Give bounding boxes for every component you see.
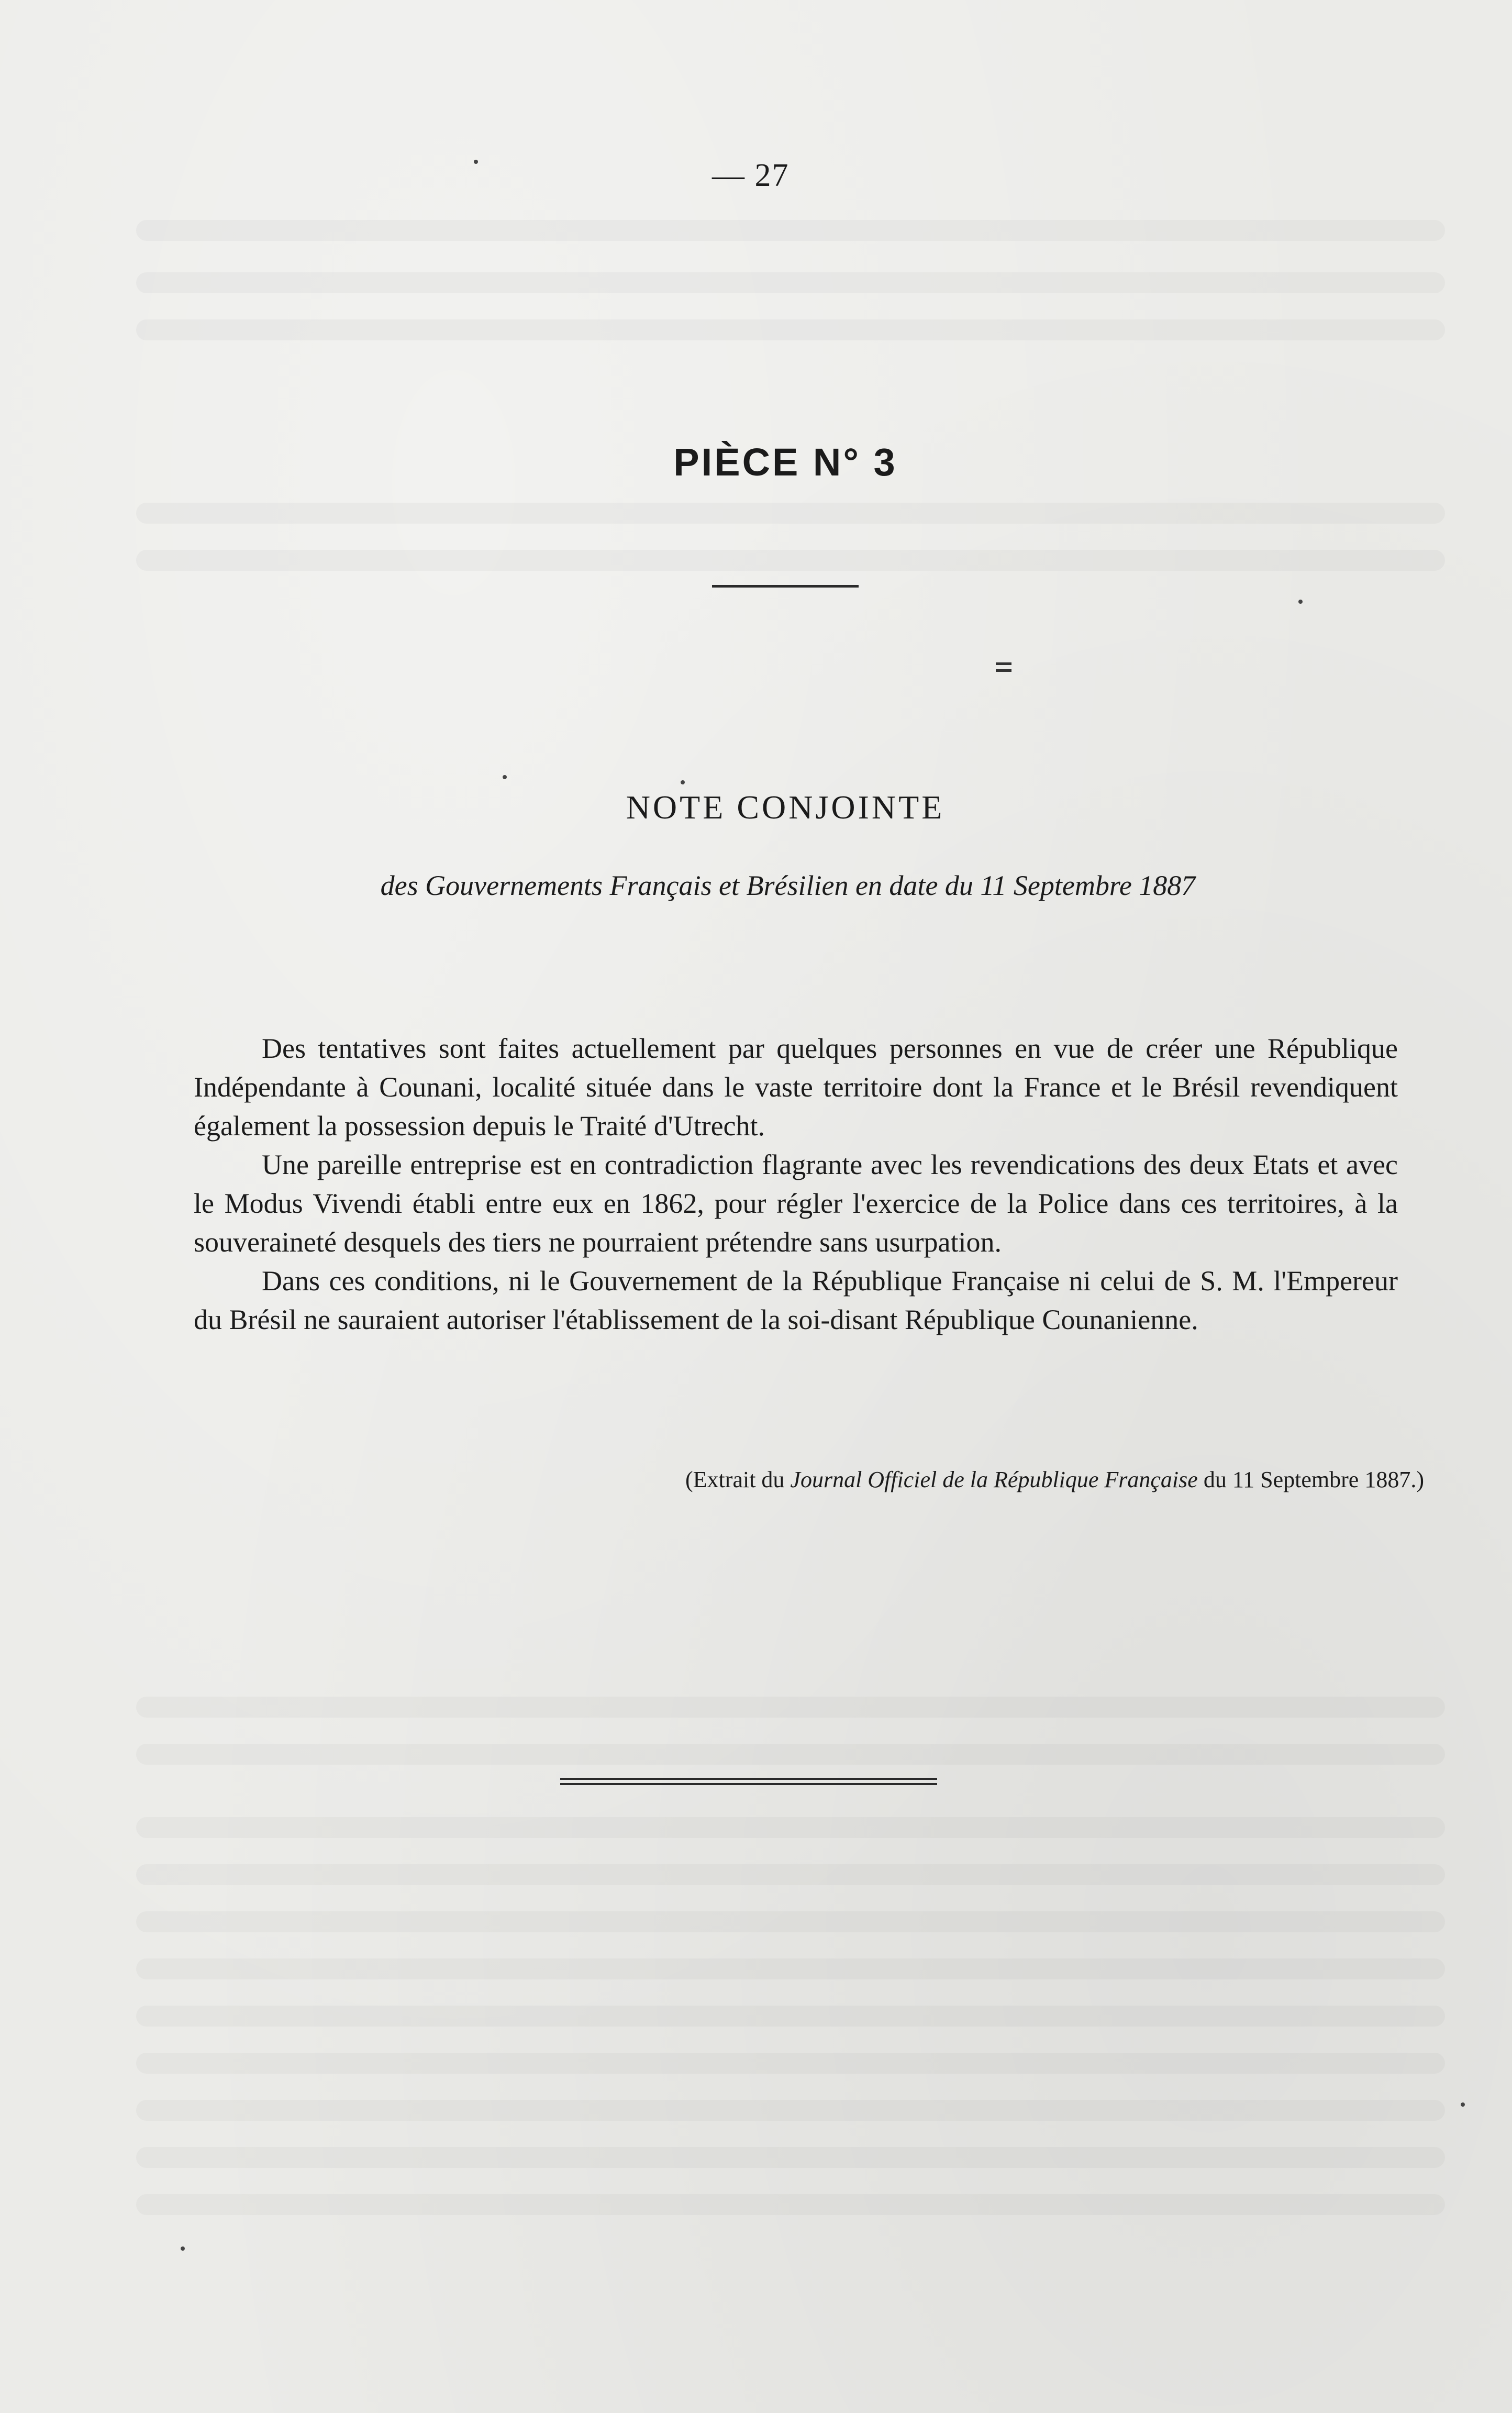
page-number: — 27 [712,158,790,193]
ornament-mark [996,662,1011,684]
bleed-through-band [136,2053,1445,2074]
paragraph: Des tentatives sont faites actuellement par quelques personnes en vue de créer une République Indépendante à Counani, localité située dans le vaste territoire dont la France et le Brésil revendiquent également la possession depuis le Traité d'Utrecht. [194,1033,1398,1142]
bleed-through-band [136,319,1445,340]
bleed-through-band [136,2194,1445,2215]
piece-title: PIÈCE N° 3 [673,440,897,484]
source-prefix: (Extrait du [685,1467,785,1492]
note-title: NOTE CONJOINTE [626,789,945,826]
source-journal: Journal Officiel de la République Française [790,1467,1198,1492]
closing-double-rule [560,1778,937,1785]
print-speck [1461,2102,1465,2107]
paragraph: Une pareille entreprise est en contradiction flagrante avec les revendications des deux Etats et avec le Modus Vivendi établi entre eux en 1862, pour régler l'exercice de la Police dans ces territoires, à la souveraineté desquels des tiers ne pourraient prétendre sans usurpation. [194,1149,1398,1258]
bleed-through-band [136,1958,1445,1979]
print-speck [474,160,478,164]
print-speck [503,775,507,779]
source-citation [387,1466,1424,1493]
bleed-through-band [136,1697,1445,1718]
bleed-through-band [136,1817,1445,1838]
bleed-through-band [136,1864,1445,1885]
print-speck [1298,600,1303,604]
bleed-through-band [136,503,1445,524]
note-body [194,1029,1398,1339]
note-subtitle: des Gouvernements Français et Brésilien en date du 11 Septembre 1887 [380,870,1196,901]
bleed-through-band [136,2147,1445,2168]
print-speck [181,2246,185,2251]
bleed-through-band [136,550,1445,571]
bleed-through-band [136,1911,1445,1932]
bleed-through-band [136,220,1445,241]
title-rule [712,585,859,588]
source-suffix: du 11 Septembre 1887.) [1203,1467,1424,1492]
bleed-through-band [136,1744,1445,1765]
paragraph: Dans ces conditions, ni le Gouvernement de la République Française ni celui de S. M. l'Empereur du Brésil ne sauraient autoriser l'établissement de la soi-disant République Counanienne. [194,1265,1398,1335]
bleed-through-band [136,2006,1445,2027]
print-speck [681,780,685,784]
bleed-through-band [136,272,1445,293]
bleed-through-band [136,2100,1445,2121]
